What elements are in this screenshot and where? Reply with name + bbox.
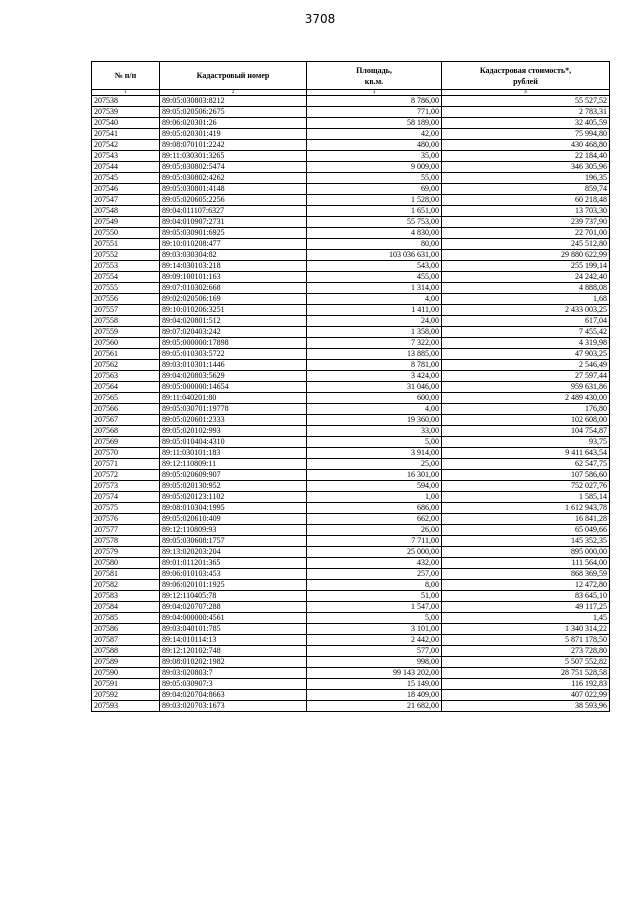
row-number: 207557 — [92, 305, 160, 316]
table-row — [92, 514, 610, 525]
page-number: 3708 — [304, 12, 336, 26]
cost-value: 2 433 003,25 — [442, 305, 610, 316]
cost-value: 111 564,00 — [442, 558, 610, 569]
cadastral-number: 89:04:011107:6327 — [160, 206, 307, 217]
cost-value: 176,80 — [442, 404, 610, 415]
table-row — [92, 217, 610, 228]
cadastral-number: 89:05:020102:993 — [160, 426, 307, 437]
cost-value: 60 218,48 — [442, 195, 610, 206]
area-value: 9 009,00 — [307, 162, 442, 173]
row-number: 207552 — [92, 250, 160, 261]
area-value: 480,00 — [307, 140, 442, 151]
table-row — [92, 624, 610, 635]
area-value: 19 360,00 — [307, 415, 442, 426]
cadastral-number: 89:12:110809:93 — [160, 525, 307, 536]
cost-value: 346 305,96 — [442, 162, 610, 173]
row-number: 207564 — [92, 382, 160, 393]
area-value: 5,00 — [307, 613, 442, 624]
table-row — [92, 448, 610, 459]
table-row — [92, 338, 610, 349]
cost-value: 1 612 943,78 — [442, 503, 610, 514]
table-header-row — [92, 62, 610, 90]
cost-value: 104 754,87 — [442, 426, 610, 437]
cadastral-number: 89:10:010208:477 — [160, 239, 307, 250]
cadastral-number: 89:08:010202:1982 — [160, 657, 307, 668]
row-number: 207570 — [92, 448, 160, 459]
cadastral-number: 89:03:030304:82 — [160, 250, 307, 261]
table-row — [92, 393, 610, 404]
row-number: 207541 — [92, 129, 160, 140]
row-number: 207591 — [92, 679, 160, 690]
cadastral-number: 89:05:000000:14654 — [160, 382, 307, 393]
cadastral-number: 89:10:010206:3251 — [160, 305, 307, 316]
area-value: 1 651,00 — [307, 206, 442, 217]
cadastral-number: 89:04:000000:4561 — [160, 613, 307, 624]
table-row — [92, 492, 610, 503]
table-row — [92, 261, 610, 272]
area-value: 55,00 — [307, 173, 442, 184]
cadastral-number: 89:03:010301:1446 — [160, 360, 307, 371]
area-value: 8 786,00 — [307, 96, 442, 107]
row-number: 207569 — [92, 437, 160, 448]
cost-value: 617,04 — [442, 316, 610, 327]
area-value: 594,00 — [307, 481, 442, 492]
area-value: 1 314,00 — [307, 283, 442, 294]
cost-value: 28 751 528,58 — [442, 668, 610, 679]
area-value: 8 781,00 — [307, 360, 442, 371]
cost-value: 65 049,66 — [442, 525, 610, 536]
cadastral-table — [91, 61, 610, 712]
row-number: 207565 — [92, 393, 160, 404]
cadastral-number: 89:05:020123:1102 — [160, 492, 307, 503]
area-value: 432,00 — [307, 558, 442, 569]
area-value: 35,00 — [307, 151, 442, 162]
cost-value: 62 547,75 — [442, 459, 610, 470]
cadastral-number: 89:04:020704:8663 — [160, 690, 307, 701]
row-number: 207577 — [92, 525, 160, 536]
cadastral-number: 89:05:000000:17898 — [160, 338, 307, 349]
cost-value: 38 593,96 — [442, 701, 610, 712]
cadastral-number: 89:05:020130:952 — [160, 481, 307, 492]
row-number: 207548 — [92, 206, 160, 217]
header-cadastral-number: Кадастровый номер — [160, 62, 307, 90]
column-number: 1 — [92, 90, 160, 96]
cadastral-number: 89:04:010907:2731 — [160, 217, 307, 228]
cost-value: 1,68 — [442, 294, 610, 305]
table-row — [92, 646, 610, 657]
cost-value: 1 340 314,22 — [442, 624, 610, 635]
table-row — [92, 558, 610, 569]
cost-value: 75 994,80 — [442, 129, 610, 140]
cadastral-number: 89:04:020707:288 — [160, 602, 307, 613]
row-number: 207567 — [92, 415, 160, 426]
cost-value: 868 369,59 — [442, 569, 610, 580]
cost-value: 47 903,25 — [442, 349, 610, 360]
row-number: 207572 — [92, 470, 160, 481]
row-number: 207553 — [92, 261, 160, 272]
cost-value: 93,75 — [442, 437, 610, 448]
table-row — [92, 459, 610, 470]
cadastral-number: 89:11:040201:80 — [160, 393, 307, 404]
area-value: 1 528,00 — [307, 195, 442, 206]
row-number: 207580 — [92, 558, 160, 569]
area-value: 600,00 — [307, 393, 442, 404]
area-value: 3 914,00 — [307, 448, 442, 459]
cadastral-number: 89:05:020301:419 — [160, 129, 307, 140]
row-number: 207579 — [92, 547, 160, 558]
cadastral-number: 89:06:020301:26 — [160, 118, 307, 129]
cost-value: 22 701,00 — [442, 228, 610, 239]
cost-value: 2 546,49 — [442, 360, 610, 371]
table-row — [92, 635, 610, 646]
area-value: 99 143 202,00 — [307, 668, 442, 679]
area-value: 80,00 — [307, 239, 442, 250]
cadastral-number: 89:14:010114:13 — [160, 635, 307, 646]
area-value: 3 424,00 — [307, 371, 442, 382]
area-value: 5,00 — [307, 437, 442, 448]
table-row — [92, 96, 610, 107]
table-row — [92, 679, 610, 690]
area-value: 42,00 — [307, 129, 442, 140]
area-value: 662,00 — [307, 514, 442, 525]
row-number: 207573 — [92, 481, 160, 492]
column-number: 3 — [307, 90, 442, 96]
row-number: 207563 — [92, 371, 160, 382]
table-row — [92, 701, 610, 712]
table-row — [92, 151, 610, 162]
table-row — [92, 294, 610, 305]
cost-value: 9 411 643,54 — [442, 448, 610, 459]
cadastral-number: 89:05:020601:2333 — [160, 415, 307, 426]
cadastral-number: 89:03:020703:1673 — [160, 701, 307, 712]
row-number: 207566 — [92, 404, 160, 415]
table-row — [92, 228, 610, 239]
area-value: 4 830,00 — [307, 228, 442, 239]
row-number: 207593 — [92, 701, 160, 712]
cadastral-number: 89:06:010103:453 — [160, 569, 307, 580]
cost-value: 859,74 — [442, 184, 610, 195]
table-row — [92, 250, 610, 261]
row-number: 207561 — [92, 349, 160, 360]
cost-value: 12 472,80 — [442, 580, 610, 591]
area-value: 7 322,00 — [307, 338, 442, 349]
cadastral-number: 89:03:020803:7 — [160, 668, 307, 679]
table-body — [92, 96, 610, 712]
table-row — [92, 536, 610, 547]
cost-value: 196,35 — [442, 173, 610, 184]
area-value: 31 046,00 — [307, 382, 442, 393]
cadastral-number: 89:05:030701:19778 — [160, 404, 307, 415]
cost-value: 13 703,30 — [442, 206, 610, 217]
row-number: 207554 — [92, 272, 160, 283]
cadastral-number: 89:11:030301:3265 — [160, 151, 307, 162]
cadastral-number: 89:12:110809:11 — [160, 459, 307, 470]
table-row — [92, 162, 610, 173]
column-number: 2 — [160, 90, 307, 96]
table-row — [92, 206, 610, 217]
cadastral-number: 89:05:030801:4148 — [160, 184, 307, 195]
column-number: 4 — [442, 90, 610, 96]
table-row — [92, 690, 610, 701]
table-row — [92, 426, 610, 437]
row-number: 207560 — [92, 338, 160, 349]
area-value: 25 000,00 — [307, 547, 442, 558]
table-row — [92, 404, 610, 415]
row-number: 207551 — [92, 239, 160, 250]
cadastral-number: 89:05:030907:3 — [160, 679, 307, 690]
area-value: 24,00 — [307, 316, 442, 327]
cost-value: 4 319,98 — [442, 338, 610, 349]
row-number: 207538 — [92, 96, 160, 107]
header-area: Площадь, кв.м. — [307, 62, 442, 90]
row-number: 207590 — [92, 668, 160, 679]
row-number: 207583 — [92, 591, 160, 602]
area-value: 25,00 — [307, 459, 442, 470]
table-row — [92, 382, 610, 393]
table-row — [92, 591, 610, 602]
row-number: 207544 — [92, 162, 160, 173]
table-row — [92, 118, 610, 129]
cadastral-number: 89:05:030802:4262 — [160, 173, 307, 184]
area-value: 103 036 631,00 — [307, 250, 442, 261]
table-row — [92, 569, 610, 580]
row-number: 207556 — [92, 294, 160, 305]
row-number: 207589 — [92, 657, 160, 668]
cadastral-number: 89:14:030103:218 — [160, 261, 307, 272]
table-row — [92, 613, 610, 624]
area-value: 3 101,00 — [307, 624, 442, 635]
row-number: 207568 — [92, 426, 160, 437]
cadastral-number: 89:05:030802:5474 — [160, 162, 307, 173]
cost-value: 5 507 552,82 — [442, 657, 610, 668]
area-value: 58 189,00 — [307, 118, 442, 129]
row-number: 207543 — [92, 151, 160, 162]
cadastral-number: 89:05:020506:2675 — [160, 107, 307, 118]
row-number: 207559 — [92, 327, 160, 338]
area-value: 2 442,00 — [307, 635, 442, 646]
cost-value: 55 527,52 — [442, 96, 610, 107]
cost-value: 959 631,86 — [442, 382, 610, 393]
row-number: 207540 — [92, 118, 160, 129]
cost-value: 239 737,90 — [442, 217, 610, 228]
area-value: 1 358,00 — [307, 327, 442, 338]
cadastral-number: 89:05:030608:1757 — [160, 536, 307, 547]
table-row — [92, 437, 610, 448]
area-value: 21 682,00 — [307, 701, 442, 712]
row-number: 207575 — [92, 503, 160, 514]
row-number: 207582 — [92, 580, 160, 591]
table-row — [92, 371, 610, 382]
table-row — [92, 107, 610, 118]
cost-value: 430 468,80 — [442, 140, 610, 151]
cadastral-number: 89:12:110405:78 — [160, 591, 307, 602]
table-row — [92, 547, 610, 558]
cost-value: 1 585,14 — [442, 492, 610, 503]
cadastral-number: 89:08:010304:1995 — [160, 503, 307, 514]
cadastral-number: 89:06:020101:1925 — [160, 580, 307, 591]
area-value: 18 409,00 — [307, 690, 442, 701]
cost-value: 145 352,35 — [442, 536, 610, 547]
row-number: 207571 — [92, 459, 160, 470]
area-value: 1,00 — [307, 492, 442, 503]
cadastral-number: 89:13:020203:204 — [160, 547, 307, 558]
cost-value: 116 192,83 — [442, 679, 610, 690]
table-row — [92, 129, 610, 140]
cost-value: 102 608,00 — [442, 415, 610, 426]
cost-value: 22 184,40 — [442, 151, 610, 162]
table-row — [92, 415, 610, 426]
table-row — [92, 272, 610, 283]
row-number: 207542 — [92, 140, 160, 151]
table-row — [92, 580, 610, 591]
table-row — [92, 283, 610, 294]
cadastral-number: 89:03:040101:785 — [160, 624, 307, 635]
area-value: 69,00 — [307, 184, 442, 195]
cost-value: 407 022,99 — [442, 690, 610, 701]
cost-value: 16 841,28 — [442, 514, 610, 525]
table-row — [92, 602, 610, 613]
table-row — [92, 305, 610, 316]
cadastral-number: 89:04:020801:512 — [160, 316, 307, 327]
cost-value: 107 586,60 — [442, 470, 610, 481]
area-value: 4,00 — [307, 294, 442, 305]
area-value: 7 711,00 — [307, 536, 442, 547]
cost-value: 24 242,40 — [442, 272, 610, 283]
row-number: 207581 — [92, 569, 160, 580]
area-value: 55 753,00 — [307, 217, 442, 228]
area-value: 26,00 — [307, 525, 442, 536]
cadastral-number: 89:07:020403:242 — [160, 327, 307, 338]
row-number: 207562 — [92, 360, 160, 371]
table-row — [92, 316, 610, 327]
cadastral-number: 89:05:030901:6925 — [160, 228, 307, 239]
cost-value: 27 597,44 — [442, 371, 610, 382]
cost-value: 273 728,80 — [442, 646, 610, 657]
row-number: 207547 — [92, 195, 160, 206]
cost-value: 245 512,80 — [442, 239, 610, 250]
area-value: 543,00 — [307, 261, 442, 272]
table-row — [92, 140, 610, 151]
cost-value: 1,45 — [442, 613, 610, 624]
cadastral-number: 89:12:120102:748 — [160, 646, 307, 657]
row-number: 207592 — [92, 690, 160, 701]
row-number: 207574 — [92, 492, 160, 503]
area-value: 4,00 — [307, 404, 442, 415]
row-number: 207546 — [92, 184, 160, 195]
cost-value: 5 871 178,50 — [442, 635, 610, 646]
cadastral-number: 89:04:020803:5629 — [160, 371, 307, 382]
cost-value: 32 405,59 — [442, 118, 610, 129]
area-value: 686,00 — [307, 503, 442, 514]
area-value: 51,00 — [307, 591, 442, 602]
area-value: 16 301,00 — [307, 470, 442, 481]
cost-value: 4 888,08 — [442, 283, 610, 294]
row-number: 207585 — [92, 613, 160, 624]
area-value: 257,00 — [307, 569, 442, 580]
cost-value: 255 199,14 — [442, 261, 610, 272]
table-row — [92, 327, 610, 338]
row-number: 207549 — [92, 217, 160, 228]
cost-value: 752 027,76 — [442, 481, 610, 492]
area-value: 15 149,00 — [307, 679, 442, 690]
table-row — [92, 173, 610, 184]
cadastral-number: 89:02:020506:169 — [160, 294, 307, 305]
area-value: 771,00 — [307, 107, 442, 118]
cadastral-number: 89:05:020605:2256 — [160, 195, 307, 206]
row-number: 207588 — [92, 646, 160, 657]
table-row — [92, 525, 610, 536]
row-number: 207558 — [92, 316, 160, 327]
cost-value: 83 645,10 — [442, 591, 610, 602]
table-row — [92, 503, 610, 514]
table-row — [92, 657, 610, 668]
table-row — [92, 668, 610, 679]
cost-value: 895 000,00 — [442, 547, 610, 558]
area-value: 1 547,00 — [307, 602, 442, 613]
row-number: 207584 — [92, 602, 160, 613]
header-num: № п/п — [92, 62, 160, 90]
header-cadastral-cost: Кадастровая стоимость*, рублей — [442, 62, 610, 90]
row-number: 207539 — [92, 107, 160, 118]
cost-value: 2 489 430,00 — [442, 393, 610, 404]
area-value: 577,00 — [307, 646, 442, 657]
row-number: 207586 — [92, 624, 160, 635]
cost-value: 7 455,42 — [442, 327, 610, 338]
cadastral-number: 89:05:010303:5722 — [160, 349, 307, 360]
table-row — [92, 239, 610, 250]
row-number: 207550 — [92, 228, 160, 239]
area-value: 13 885,00 — [307, 349, 442, 360]
cadastral-number: 89:08:070101:2242 — [160, 140, 307, 151]
row-number: 207578 — [92, 536, 160, 547]
cadastral-number: 89:05:020610:409 — [160, 514, 307, 525]
cadastral-number: 89:05:020609:907 — [160, 470, 307, 481]
area-value: 33,00 — [307, 426, 442, 437]
cadastral-number: 89:07:010302:668 — [160, 283, 307, 294]
cadastral-number: 89:11:030101:183 — [160, 448, 307, 459]
cadastral-number: 89:01:011201:365 — [160, 558, 307, 569]
table-row — [92, 360, 610, 371]
area-value: 1 411,00 — [307, 305, 442, 316]
row-number: 207545 — [92, 173, 160, 184]
cadastral-number: 89:09:100101:163 — [160, 272, 307, 283]
table-row — [92, 349, 610, 360]
area-value: 455,00 — [307, 272, 442, 283]
row-number: 207576 — [92, 514, 160, 525]
row-number: 207587 — [92, 635, 160, 646]
cost-value: 2 783,31 — [442, 107, 610, 118]
cadastral-number: 89:05:010404:4310 — [160, 437, 307, 448]
area-value: 8,00 — [307, 580, 442, 591]
table-row — [92, 470, 610, 481]
area-value: 998,00 — [307, 657, 442, 668]
cost-value: 49 117,25 — [442, 602, 610, 613]
table-row — [92, 481, 610, 492]
cost-value: 29 880 622,99 — [442, 250, 610, 261]
table-row — [92, 195, 610, 206]
table-row — [92, 184, 610, 195]
row-number: 207555 — [92, 283, 160, 294]
cadastral-number: 89:05:030803:8212 — [160, 96, 307, 107]
